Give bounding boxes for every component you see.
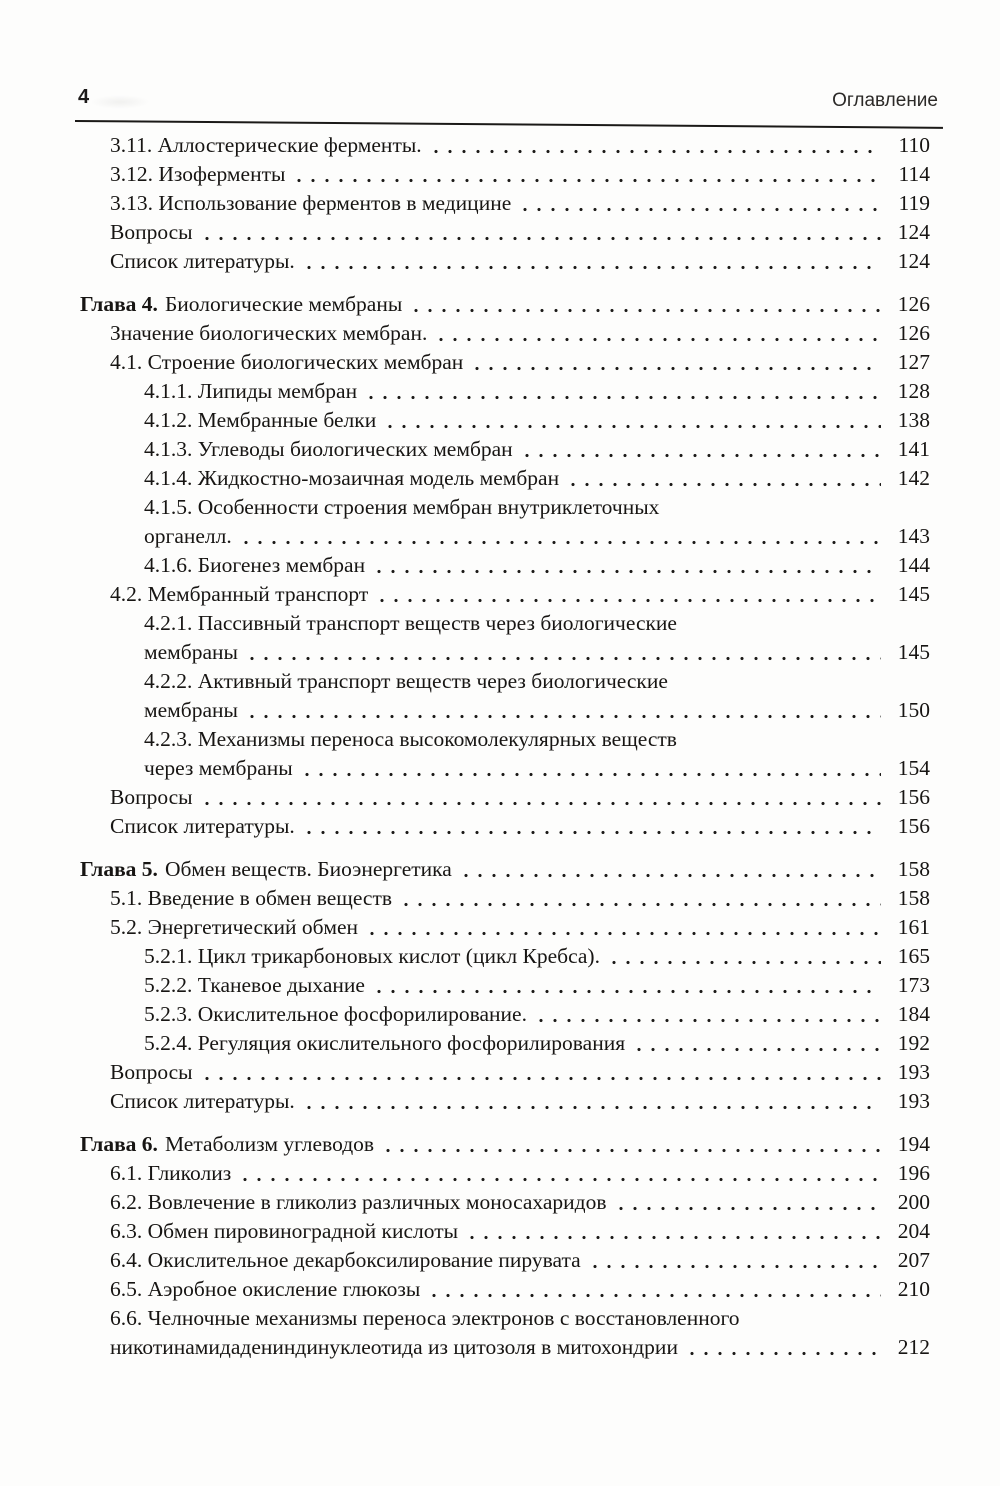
toc-entry-title: 6.6. Челночные механизмы переноса электронов с восстановленного (110, 1306, 740, 1330)
toc-entry (80, 638, 930, 667)
dot-leader (298, 754, 881, 783)
dot-leader (468, 348, 881, 377)
toc-entry (80, 971, 930, 1000)
toc-entry (80, 783, 930, 812)
toc-entry-title: 3.12. Изоферменты (110, 162, 286, 186)
toc-entry-title: 4.1.1. Липиды мембран (144, 379, 358, 403)
dot-leader (236, 1159, 881, 1188)
toc-page-number: 145 (897, 640, 930, 664)
dot-leader (370, 971, 881, 1000)
toc-entry (80, 580, 930, 609)
toc-entry-title: 4.2. Мембранный транспорт (110, 582, 369, 606)
toc-entry (80, 1217, 930, 1246)
dot-leader (300, 812, 881, 841)
dot-leader (198, 783, 881, 812)
toc-page-number: 200 (897, 1190, 930, 1214)
chapter-title: Биологические мембраны (164, 292, 403, 316)
toc-entry-title: через мембраны (144, 756, 293, 780)
toc-entry (80, 377, 930, 406)
toc-chapter-entry (80, 290, 930, 319)
toc-entry-title: 4.1.4. Жидкостно-мозаичная модель мембран (144, 466, 560, 490)
toc-entry-title (80, 290, 402, 319)
toc-entry (80, 406, 930, 435)
dot-leader (457, 855, 881, 884)
toc-entry (80, 1246, 930, 1275)
dot-leader (407, 290, 881, 319)
toc-page-number: 127 (897, 350, 930, 374)
dot-leader (363, 913, 881, 942)
toc-chapter-entry (80, 1130, 930, 1159)
dot-leader (370, 551, 881, 580)
toc-entry-title: 4.1. Строение биологических мембран (110, 350, 464, 374)
toc-entry (80, 1304, 930, 1333)
toc-entry (80, 1159, 930, 1188)
toc-page-number: 126 (897, 321, 930, 345)
toc-entry (80, 1275, 930, 1304)
toc-chapter-entry (80, 855, 930, 884)
toc-entry-title (80, 1130, 374, 1159)
dot-leader (432, 319, 881, 348)
dot-leader (290, 160, 881, 189)
dot-leader (373, 580, 881, 609)
toc-entry (80, 812, 930, 841)
toc-entry (80, 913, 930, 942)
chapter-label: Глава 4. (80, 292, 158, 316)
toc-entry-title: Вопросы (110, 1060, 193, 1084)
toc-entry-title: 5.2.2. Тканевое дыхание (144, 973, 365, 997)
toc-entry-title: Вопросы (110, 785, 193, 809)
toc-entry (80, 609, 930, 638)
dot-leader (532, 1000, 881, 1029)
toc-entry-title: 4.2.3. Механизмы переноса высокомолекулярных веществ (144, 727, 677, 751)
dot-leader (237, 522, 881, 551)
toc-entry (80, 160, 930, 189)
toc-entry-title: Значение биологических мембран. (110, 321, 428, 345)
chapter-title: Обмен веществ. Биоэнергетика (164, 857, 452, 881)
dot-leader (198, 218, 881, 247)
toc-page-number: 150 (897, 698, 930, 722)
toc-page-number: 144 (897, 553, 930, 577)
dot-leader (516, 189, 881, 218)
toc-page-number: 173 (897, 973, 930, 997)
dot-leader (198, 1058, 881, 1087)
toc-entry (80, 189, 930, 218)
toc-entry (80, 131, 930, 160)
dot-leader (381, 406, 881, 435)
toc-entry (80, 1087, 930, 1116)
toc-page-number: 143 (897, 524, 930, 548)
dot-leader (425, 1275, 881, 1304)
toc-entry (80, 522, 930, 551)
toc-entry (80, 218, 930, 247)
toc-entry-title: Список литературы. (110, 249, 295, 273)
toc-page-number: 124 (897, 220, 930, 244)
dot-leader (300, 1087, 881, 1116)
toc-entry (80, 464, 930, 493)
toc-page-number: 165 (897, 944, 930, 968)
dot-leader (586, 1246, 881, 1275)
toc-entry-title (80, 855, 452, 884)
dot-leader (427, 131, 881, 160)
toc-page-number: 194 (897, 1132, 930, 1156)
toc-entry-title: органелл. (144, 524, 232, 548)
toc-page-number: 158 (897, 886, 930, 910)
toc-entry (80, 884, 930, 913)
chapter-label: Глава 5. (80, 857, 158, 881)
toc-entry-title: 5.2.1. Цикл трикарбоновых кислот (цикл Кребса). (144, 944, 600, 968)
toc-page-number: 207 (897, 1248, 930, 1272)
toc-entry (80, 493, 930, 522)
toc-entry (80, 754, 930, 783)
toc-entry-title: 6.4. Окислительное декарбоксилирование пирувата (110, 1248, 581, 1272)
toc-entry-title: 3.11. Аллостерические ферменты. (110, 133, 422, 157)
toc-entry-title: Список литературы. (110, 814, 295, 838)
toc-page-number: 124 (897, 249, 930, 273)
toc-entry (80, 1000, 930, 1029)
toc-page-number: 204 (897, 1219, 930, 1243)
toc-entry (80, 696, 930, 725)
dot-leader (605, 942, 881, 971)
toc-entry-title: 5.2.3. Окислительное фосфорилирование. (144, 1002, 527, 1026)
toc-entry-title: 4.1.3. Углеводы биологических мембран (144, 437, 513, 461)
toc-entry-title: Список литературы. (110, 1089, 295, 1113)
toc-page-number: 128 (897, 379, 930, 403)
dot-leader (397, 884, 881, 913)
toc-entry-title: 4.2.2. Активный транспорт веществ через биологические (144, 669, 668, 693)
toc-entry (80, 1029, 930, 1058)
toc-page-number: 141 (897, 437, 930, 461)
dot-leader (630, 1029, 881, 1058)
toc-entry (80, 1333, 930, 1362)
toc-page-number: 156 (897, 785, 930, 809)
toc-page-number: 193 (897, 1060, 930, 1084)
toc-page-number: 196 (897, 1161, 930, 1185)
toc-entry-title: 6.1. Гликолиз (110, 1161, 232, 1185)
toc-entry-title: мембраны (144, 640, 238, 664)
toc-page-number: 210 (897, 1277, 930, 1301)
toc-page-number: 110 (898, 133, 930, 157)
page-number: 4 (78, 86, 90, 108)
chapter-title: Метаболизм углеводов (164, 1132, 375, 1156)
dot-leader (362, 377, 881, 406)
page-header (78, 84, 938, 110)
toc-page-number: 142 (897, 466, 930, 490)
toc-page-number: 158 (897, 857, 930, 881)
toc-entry-title: 6.2. Вовлечение в гликолиз различных моносахаридов (110, 1190, 607, 1214)
toc-entry (80, 942, 930, 971)
toc-entry (80, 348, 930, 377)
header-rule (75, 120, 943, 129)
toc-page-number: 145 (897, 582, 930, 606)
dot-leader (300, 247, 881, 276)
dot-leader (243, 696, 881, 725)
toc-page-number: 154 (897, 756, 930, 780)
toc-entry (80, 1188, 930, 1217)
toc-entry (80, 319, 930, 348)
dot-leader (564, 464, 881, 493)
toc-entry (80, 667, 930, 696)
toc-entry-title: 3.13. Использование ферментов в медицине (110, 191, 512, 215)
toc-entry (80, 435, 930, 464)
toc-page-number: 161 (897, 915, 930, 939)
running-title: Оглавление (832, 90, 938, 111)
toc-entry-title: 6.3. Обмен пировиноградной кислоты (110, 1219, 459, 1243)
dot-leader (243, 638, 881, 667)
toc-entry-title: 5.2.4. Регуляция окислительного фосфорилирования (144, 1031, 626, 1055)
dot-leader (518, 435, 881, 464)
toc-page-number: 119 (898, 191, 930, 215)
toc-page-number: 192 (897, 1031, 930, 1055)
toc-entry-title: никотинамидадениндинуклеотида из цитозоля в митохондрии (110, 1335, 678, 1359)
toc-entry-title: мембраны (144, 698, 238, 722)
table-of-contents (80, 131, 930, 1362)
toc-entry (80, 247, 930, 276)
toc-entry-title: 4.1.2. Мембранные белки (144, 408, 377, 432)
dot-leader (683, 1333, 881, 1362)
dot-leader (612, 1188, 881, 1217)
dot-leader (463, 1217, 881, 1246)
dot-leader (379, 1130, 881, 1159)
toc-entry (80, 551, 930, 580)
toc-entry-title: 4.2.1. Пассивный транспорт веществ через биологические (144, 611, 677, 635)
toc-page-number: 138 (897, 408, 930, 432)
toc-page-number: 212 (897, 1335, 930, 1359)
chapter-label: Глава 6. (80, 1132, 158, 1156)
toc-page-number: 193 (897, 1089, 930, 1113)
toc-entry-title: 6.5. Аэробное окисление глюкозы (110, 1277, 421, 1301)
toc-entry-title: 5.2. Энергетический обмен (110, 915, 358, 939)
toc-entry-title: 4.1.5. Особенности строения мембран внутриклеточных (144, 495, 660, 519)
toc-page-number: 126 (897, 292, 930, 316)
toc-page-number: 156 (897, 814, 930, 838)
toc-entry-title: Вопросы (110, 220, 193, 244)
toc-entry (80, 725, 930, 754)
toc-page-number: 184 (897, 1002, 930, 1026)
toc-page-number: 114 (898, 162, 930, 186)
toc-entry-title: 4.1.6. Биогенез мембран (144, 553, 366, 577)
toc-entry (80, 1058, 930, 1087)
toc-entry-title: 5.1. Введение в обмен веществ (110, 886, 392, 910)
